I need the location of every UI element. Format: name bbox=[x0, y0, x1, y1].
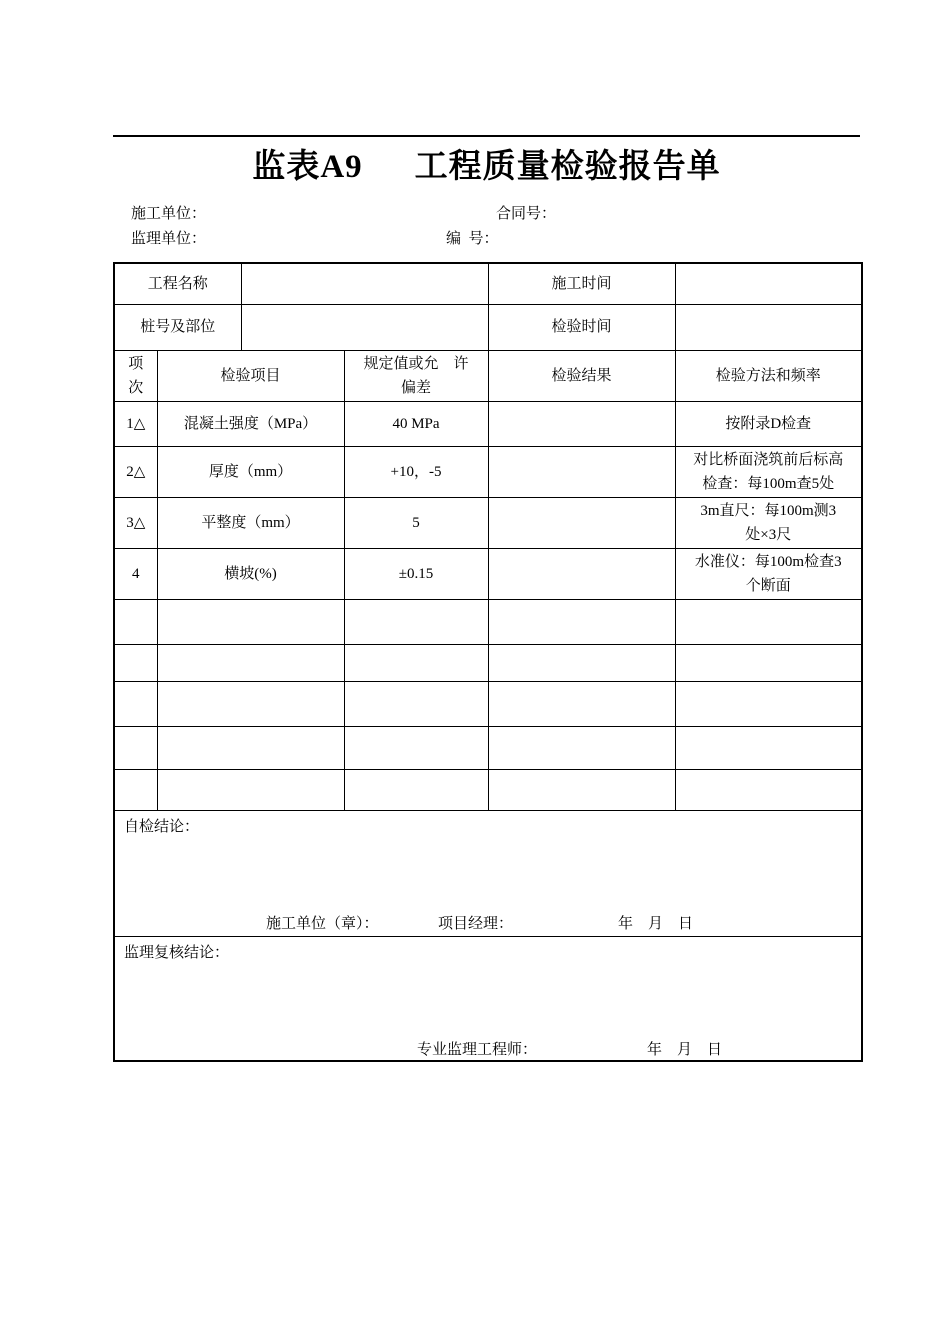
row-no: 1△ bbox=[114, 401, 157, 446]
row-method: 对比桥面浇筑前后标高 检查：每100m查5处 bbox=[675, 446, 862, 497]
empty-row bbox=[114, 769, 862, 810]
engineer-label: 专业监理工程师： bbox=[417, 1041, 538, 1058]
inspection-table bbox=[113, 262, 863, 1062]
project-name-row bbox=[114, 263, 862, 304]
column-header-row bbox=[114, 350, 862, 401]
station-row bbox=[114, 304, 862, 350]
row-no: 2△ bbox=[114, 446, 157, 497]
review-row bbox=[114, 936, 862, 1061]
contract-no-label: 合同号： bbox=[496, 206, 557, 222]
row-result[interactable] bbox=[488, 401, 675, 446]
station-label: 桩号及部位 bbox=[114, 304, 241, 350]
project-name-label: 工程名称 bbox=[114, 263, 241, 304]
construction-time-label: 施工时间 bbox=[488, 263, 675, 304]
construction-time-value[interactable] bbox=[675, 263, 862, 304]
empty-row bbox=[114, 599, 862, 644]
station-value[interactable] bbox=[241, 304, 488, 350]
supervision-unit-label: 监理单位： bbox=[131, 231, 207, 247]
serial-no-label: 编 号： bbox=[446, 231, 499, 247]
row-no: 4 bbox=[114, 548, 157, 599]
empty-row bbox=[114, 726, 862, 769]
row-item: 厚度（mm） bbox=[157, 446, 344, 497]
table-row bbox=[114, 446, 862, 497]
empty-row bbox=[114, 681, 862, 726]
row-spec: +10，-5 bbox=[344, 446, 488, 497]
self-check-section[interactable] bbox=[114, 810, 862, 936]
row-item: 横坡(%) bbox=[157, 548, 344, 599]
top-rule bbox=[113, 135, 860, 137]
construction-unit-label: 施工单位： bbox=[131, 206, 207, 222]
table-row bbox=[114, 401, 862, 446]
self-check-label: 自检结论： bbox=[124, 818, 200, 835]
row-result[interactable] bbox=[488, 446, 675, 497]
row-result[interactable] bbox=[488, 548, 675, 599]
row-spec: 5 bbox=[344, 497, 488, 548]
review-date: 年 月 日 bbox=[647, 1041, 723, 1058]
project-name-value[interactable] bbox=[241, 263, 488, 304]
row-spec: 40 MPa bbox=[344, 401, 488, 446]
form-name: 工程质量检验报告单 bbox=[414, 149, 721, 185]
col-item-no: 项 次 bbox=[114, 350, 157, 401]
review-label: 监理复核结论： bbox=[124, 944, 230, 961]
row-item: 混凝土强度（MPa） bbox=[157, 401, 344, 446]
row-no: 3△ bbox=[114, 497, 157, 548]
row-method: 3m直尺：每100m测3 处×3尺 bbox=[675, 497, 862, 548]
inspection-time-label: 检验时间 bbox=[488, 304, 675, 350]
review-section[interactable] bbox=[114, 936, 862, 1061]
row-item: 平整度（mm） bbox=[157, 497, 344, 548]
project-manager-label: 项目经理： bbox=[438, 915, 514, 932]
col-method: 检验方法和频率 bbox=[675, 350, 862, 401]
document-title bbox=[113, 140, 860, 187]
self-check-row bbox=[114, 810, 862, 936]
row-method: 按附录D检查 bbox=[675, 401, 862, 446]
row-spec: ±0.15 bbox=[344, 548, 488, 599]
col-inspection-item: 检验项目 bbox=[157, 350, 344, 401]
table-row bbox=[114, 548, 862, 599]
col-spec: 规定值或允 许 偏差 bbox=[344, 350, 488, 401]
unit-seal-label: 施工单位（章）： bbox=[266, 915, 379, 932]
empty-row bbox=[114, 644, 862, 681]
table-row bbox=[114, 497, 862, 548]
col-result: 检验结果 bbox=[488, 350, 675, 401]
row-method: 水准仪：每100m检查3 个断面 bbox=[675, 548, 862, 599]
row-result[interactable] bbox=[488, 497, 675, 548]
form-code: 监表A9 bbox=[252, 149, 363, 185]
self-check-date: 年 月 日 bbox=[618, 915, 694, 932]
inspection-time-value[interactable] bbox=[675, 304, 862, 350]
